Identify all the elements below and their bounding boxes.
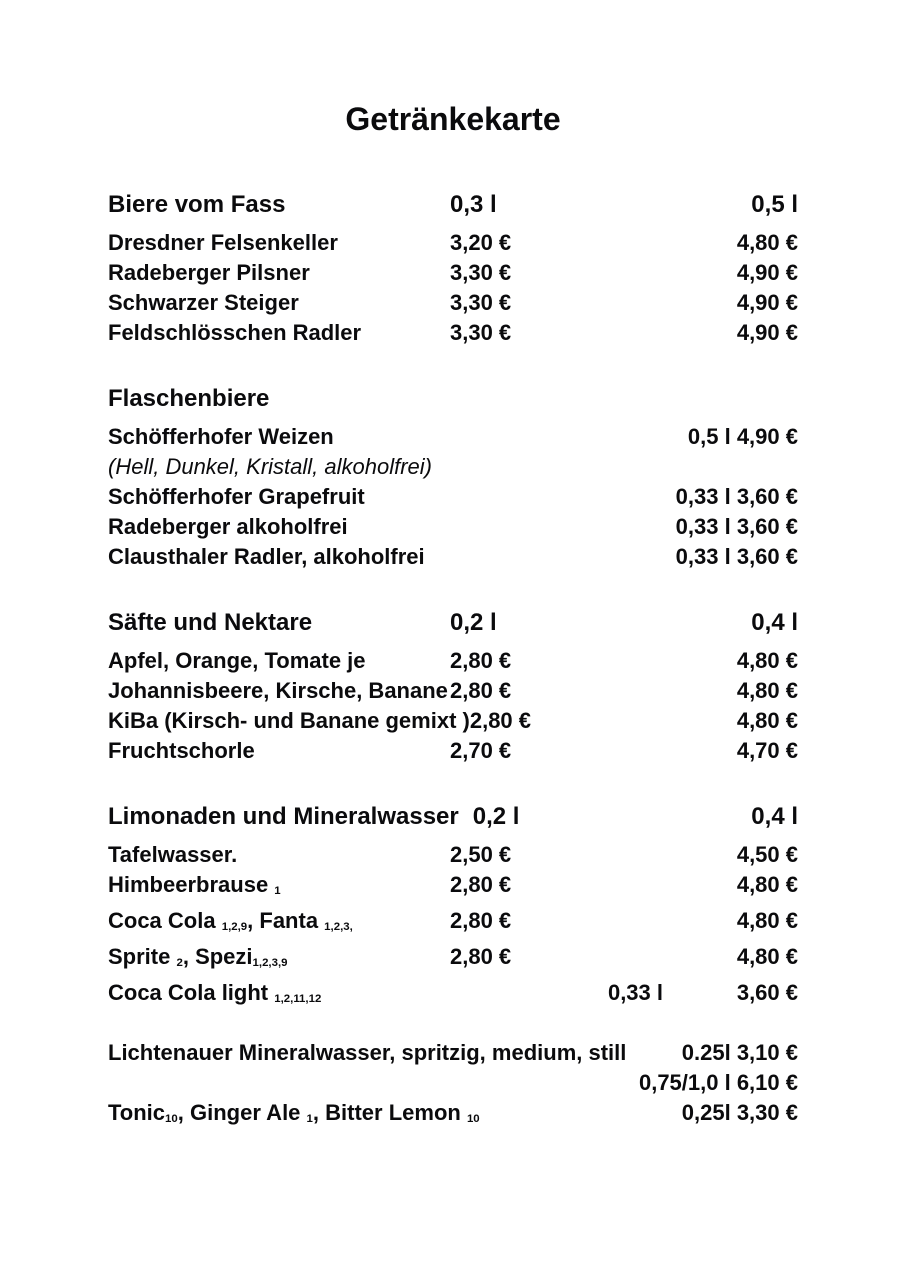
section-header <box>108 190 798 220</box>
item-name: Schwarzer Steiger <box>108 290 299 315</box>
item-name: Coca Cola light 1,2,11,12 <box>108 980 322 1006</box>
column-header-small: 0,3 l <box>450 191 497 218</box>
item-price-large: 4,70 € <box>736 738 798 763</box>
section-flaschenbiere <box>108 384 798 572</box>
menu-item-row <box>108 870 798 906</box>
section-limonaden-und-mineralwasser <box>108 802 798 1014</box>
item-price-large: 4,80 € <box>736 908 798 934</box>
item-size-price: 0,75/1,0 l 6,10 € <box>638 1070 798 1096</box>
column-header-small: 0,2 l <box>450 609 497 636</box>
page-title: Getränkekarte <box>345 101 561 137</box>
menu-item-row <box>108 318 798 348</box>
column-header-large: 0,4 l <box>751 803 798 830</box>
footnote-subscript: 1,2,11,12 <box>274 993 322 1006</box>
item-name: Dresdner Felsenkeller <box>108 230 338 255</box>
item-price-large: 3,60 € <box>736 980 798 1006</box>
item-price-small: 2,80 € <box>450 678 512 703</box>
item-volume: 0,33 l <box>607 980 663 1006</box>
item-price-small: 2,80 € <box>450 908 512 934</box>
item-size-price: 0.25l 3,10 € <box>681 1040 798 1066</box>
item-size-price <box>608 978 798 1008</box>
item-size-price: 0,5 l 4,90 € <box>687 424 798 449</box>
item-price-small: 2,50 € <box>450 842 512 867</box>
item-name: Schöfferhofer Weizen <box>108 424 334 449</box>
section-header <box>108 384 798 414</box>
section-biere-vom-fass <box>108 190 798 348</box>
footnote-subscript: 1 <box>306 1113 313 1126</box>
menu-item-row <box>108 512 798 542</box>
item-price-small: 3,20 € <box>450 230 512 255</box>
item-price-small: 2,80 € <box>469 708 532 733</box>
item-price-small: 3,30 € <box>450 260 512 285</box>
item-name: Feldschlösschen Radler <box>108 320 362 345</box>
item-price-large: 4,80 € <box>736 678 798 703</box>
menu-item-row <box>108 978 798 1014</box>
section-header <box>108 608 798 638</box>
item-price-small: 2,80 € <box>450 648 512 673</box>
item-price-large: 4,80 € <box>736 648 798 673</box>
section-title: Limonaden und Mineralwasser <box>108 803 459 830</box>
menu-item-row <box>108 942 798 978</box>
section-header <box>108 802 798 832</box>
menu-item-row <box>108 542 798 572</box>
item-name: Fruchtschorle <box>108 738 255 763</box>
item-price-large: 4,50 € <box>736 842 798 867</box>
column-header-small: 0,2 l <box>472 803 520 830</box>
menu-item-row <box>108 482 798 512</box>
section-title: Biere vom Fass <box>108 191 286 218</box>
column-header-large: 0,4 l <box>751 609 798 636</box>
item-name: Himbeerbrause 1 <box>108 872 281 898</box>
item-note <box>108 452 798 482</box>
item-price-small: 2,70 € <box>450 738 512 763</box>
item-price-small: 3,30 € <box>450 290 512 315</box>
item-price-small: 2,80 € <box>450 872 512 897</box>
footnote-subscript: 10 <box>165 1113 178 1126</box>
section-title: Säfte und Nektare <box>108 609 313 636</box>
menu-item-row <box>108 906 798 942</box>
item-price-large: 4,80 € <box>736 944 798 970</box>
section-title: Flaschenbiere <box>108 385 270 412</box>
menu-item-row <box>108 422 798 452</box>
item-price-small: 2,80 € <box>450 944 512 970</box>
item-note-text: (Hell, Dunkel, Kristall, alkoholfrei) <box>108 454 432 479</box>
menu-item-row <box>108 676 798 706</box>
item-name: Clausthaler Radler, alkoholfrei <box>108 544 425 569</box>
item-price-large: 4,90 € <box>736 290 798 315</box>
footnote-subscript: 2 <box>176 957 183 970</box>
menu-item-row <box>108 706 798 736</box>
item-size-price: 0,33 l 3,60 € <box>675 544 798 569</box>
item-name: Coca Cola 1,2,9, Fanta 1,2,3, <box>108 908 353 934</box>
item-name: Radeberger alkoholfrei <box>108 514 348 539</box>
menu-item-row <box>108 1038 798 1068</box>
menu-item-row <box>108 228 798 258</box>
menu-item-row <box>108 736 798 766</box>
item-name: Radeberger Pilsner <box>108 260 310 285</box>
item-price-small: 3,30 € <box>450 320 512 345</box>
item-price-large: 4,90 € <box>736 260 798 285</box>
section-saefte-und-nektare <box>108 608 798 766</box>
menu-item-row <box>108 288 798 318</box>
item-name: Lichtenauer Mineralwasser, spritzig, medium, still <box>108 1040 627 1066</box>
section-mineralwasser-spezial <box>108 1038 798 1134</box>
item-name: Johannisbeere, Kirsche, Banane <box>108 678 448 703</box>
item-size-price: 0,33 l 3,60 € <box>675 514 798 539</box>
footnote-subscript: 1 <box>274 885 281 898</box>
footnote-subscript: 1,2,9 <box>221 921 248 934</box>
menu-item-row <box>108 840 798 870</box>
menu-item-row <box>108 1098 798 1134</box>
menu-item-row <box>108 258 798 288</box>
menu-item-row <box>108 1068 798 1098</box>
item-size-price: 0,33 l 3,60 € <box>675 484 798 509</box>
item-price-large: 4,90 € <box>736 320 798 345</box>
item-price-large: 4,80 € <box>736 230 798 255</box>
item-name: Schöfferhofer Grapefruit <box>108 484 365 509</box>
item-name: Apfel, Orange, Tomate je <box>108 648 366 673</box>
footnote-subscript: 1,2,3, <box>324 921 353 934</box>
item-name: KiBa (Kirsch- und Banane gemixt ) <box>108 708 470 733</box>
menu-item-row <box>108 646 798 676</box>
item-name: Tonic10, Ginger Ale 1, Bitter Lemon 10 <box>108 1100 480 1126</box>
footnote-subscript: 10 <box>466 1113 480 1126</box>
column-header-large: 0,5 l <box>751 191 798 218</box>
item-price-large: 4,80 € <box>736 708 798 733</box>
footnote-subscript: 1,2,3,9 <box>252 957 288 970</box>
item-price-large: 4,80 € <box>736 872 798 897</box>
item-name: Sprite 2, Spezi1,2,3,9 <box>108 944 288 970</box>
item-name: Tafelwasser. <box>108 842 238 867</box>
item-size-price: 0,25l 3,30 € <box>681 1100 798 1126</box>
